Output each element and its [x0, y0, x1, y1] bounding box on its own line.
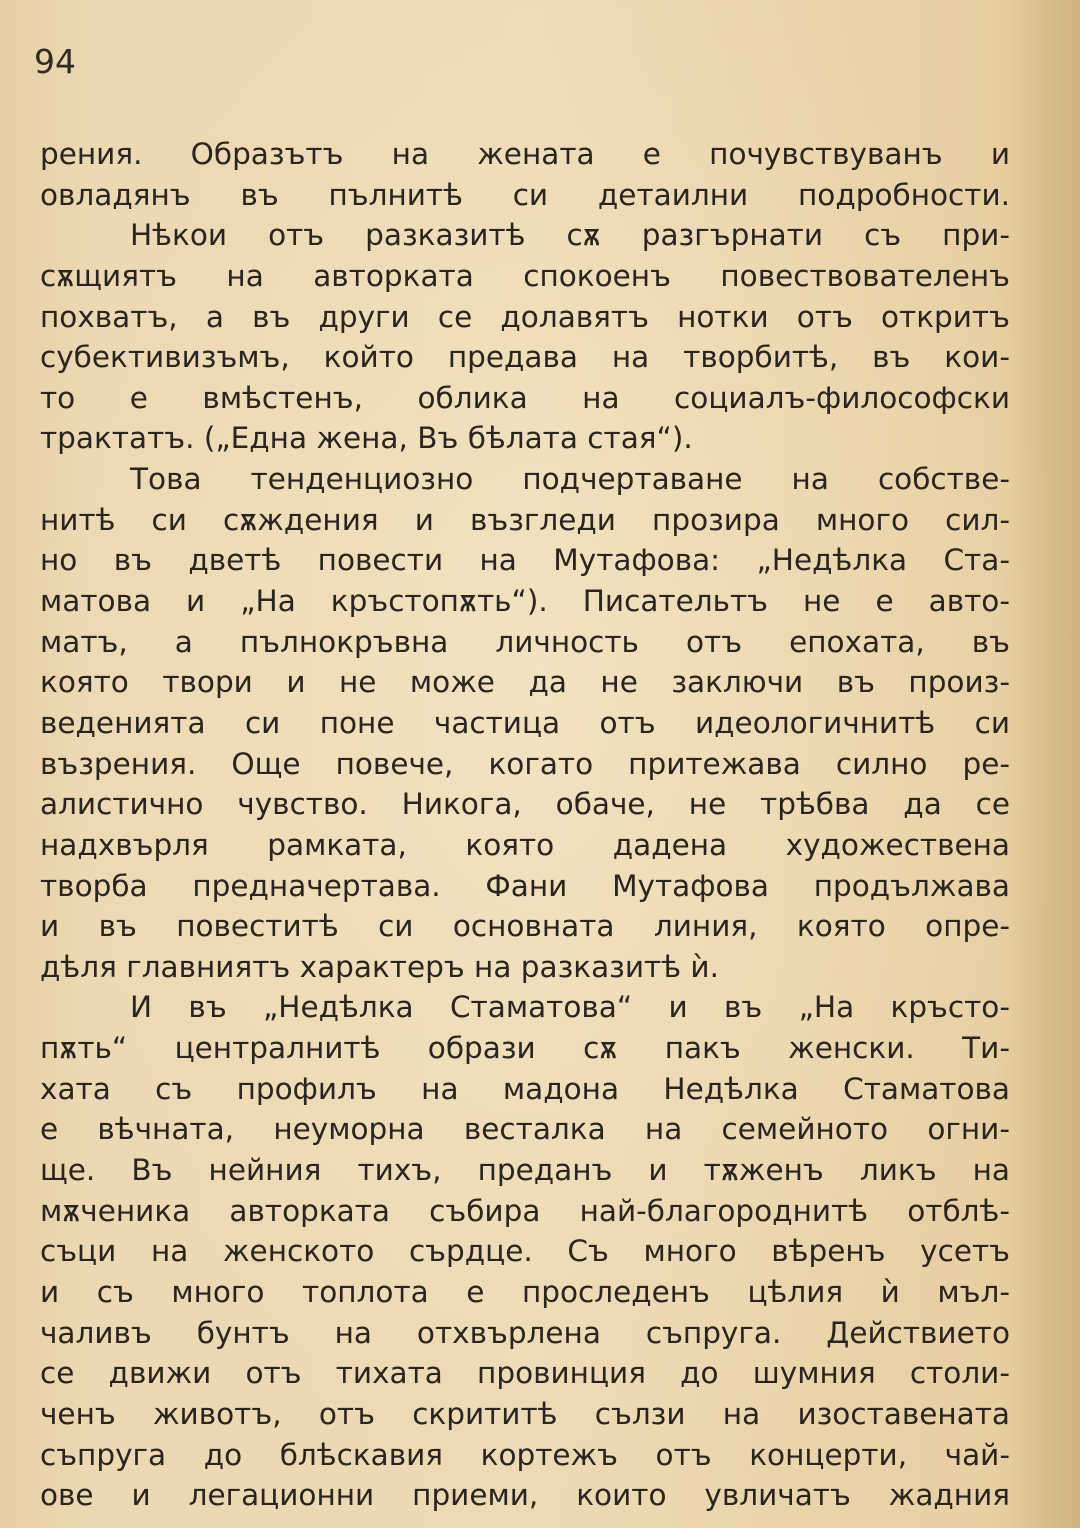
text-line: надхвърля рамката, която дадена художествена — [40, 827, 1010, 862]
text-line: ченъ животъ, отъ скрититѣ сълзи на изоставената — [40, 1396, 1010, 1431]
text-line: трактатъ. („Една жена, Въ бѣлата стая“). — [40, 421, 693, 456]
text-line: се движи отъ тихата провинция до шумния столи- — [40, 1356, 1010, 1391]
text-line: ще. Въ нейния тихъ, преданъ и тѫженъ ликъ на — [40, 1153, 1010, 1188]
text-line: съпруга до блѣскавия кортежъ отъ концерти, чай- — [40, 1437, 1010, 1472]
text-line: овладянъ въ пълнитѣ си детаилни подробности. — [40, 177, 1010, 212]
text-line: веденията си поне частица отъ идеологичнитѣ си — [40, 705, 1010, 740]
text-line: но въ дветѣ повести на Мутафова: „Недѣлка Ста- — [40, 543, 1010, 578]
text-line: похватъ, а въ други се долавятъ нотки отъ откритъ — [40, 299, 1010, 334]
text-line: хата съ профилъ на мадона Недѣлка Стаматова — [40, 1071, 1010, 1106]
text-line: матова и „На кръстопѫть“). Писательтъ не е авто- — [40, 584, 1010, 619]
text-line: Нѣкои отъ разказитѣ сѫ разгърнати съ при- — [130, 218, 1010, 253]
text-line: пѫть“ централнитѣ образи сѫ пакъ женски. Ти- — [40, 1031, 1010, 1066]
text-line: сѫщиятъ на авторката спокоенъ повествователенъ — [40, 258, 1010, 293]
text-line: мѫченика авторката събира най-благороднитѣ отблѣ- — [40, 1193, 1010, 1228]
text-line: дѣля главниятъ характеръ на разказитѣ ѝ. — [40, 949, 719, 984]
text-line: то е вмѣстенъ, облика на социалъ-философски — [40, 380, 1010, 415]
text-line: която твори и не може да не заключи въ произ- — [40, 665, 1010, 700]
text-line: рения. Образътъ на жената е почувствуванъ и — [40, 137, 1010, 171]
text-line: чаливъ бунтъ на отхвърлена съпруга. Действието — [40, 1315, 1010, 1350]
text-line: ове и легационни приеми, които увличатъ жадния — [40, 1478, 1010, 1513]
text-line: алистично чувство. Никога, обаче, не трѣбва да се — [40, 787, 1010, 822]
text-line: съци на женското сърдце. Съ много вѣренъ усетъ — [40, 1234, 1010, 1269]
text-line: Това тенденциозно подчертаване на собстве- — [130, 462, 1010, 497]
text-line: матъ, а пълнокръвна личность отъ епохата, въ — [40, 624, 1010, 659]
text-line: творба предначертава. Фани Мутафова продължава — [40, 868, 1010, 903]
text-line: и съ много топлота е проследенъ цѣлия ѝ мъл- — [40, 1274, 1010, 1309]
text-line: субективизъмъ, който предава на творбитѣ, въ кои- — [40, 340, 1010, 375]
text-line: и въ повеститѣ си основната линия, която опре- — [40, 909, 1010, 944]
text-line: е вѣчната, неуморна весталка на семейното огни- — [40, 1112, 1010, 1147]
body-text — [40, 134, 1010, 1516]
page-number: 94 — [34, 42, 76, 81]
text-line: И въ „Недѣлка Стаматова“ и въ „На кръсто- — [130, 990, 1010, 1025]
text-line: нитѣ си сѫждения и възгледи прозира много сил- — [40, 502, 1010, 537]
text-line: възрения. Още повече, когато притежава силно ре- — [40, 746, 1010, 781]
